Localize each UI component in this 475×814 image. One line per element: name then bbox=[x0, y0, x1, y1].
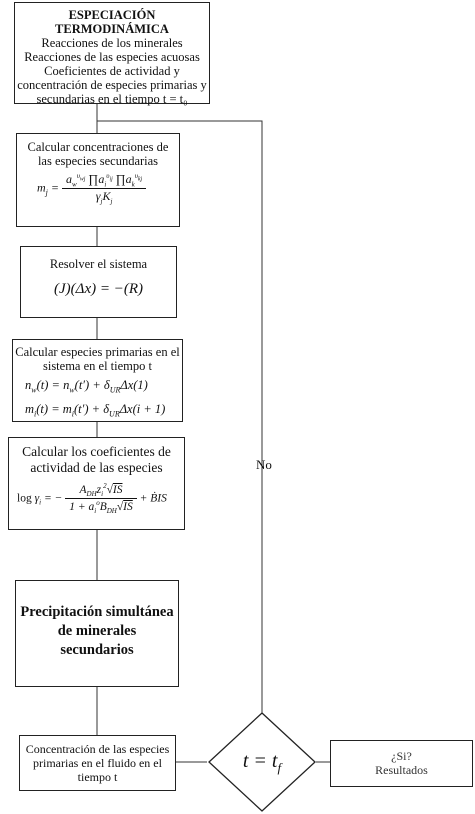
solve-system-box bbox=[20, 246, 177, 318]
primary-species-box bbox=[12, 339, 183, 422]
box-line: Reacciones de los minerales bbox=[41, 36, 183, 50]
box-line: Resolver el sistema bbox=[49, 257, 148, 271]
box-line: de minerales bbox=[57, 623, 137, 639]
box-line: secundarios bbox=[60, 642, 134, 658]
box-line: sistema en el tiempo t bbox=[42, 359, 152, 373]
box-line: Calcular concentraciones de bbox=[27, 140, 169, 154]
box-line: ¿Si? bbox=[391, 749, 412, 763]
results-box bbox=[330, 740, 473, 787]
box-line: Reacciones de las especies acuosas bbox=[24, 50, 200, 64]
activity-coefficients-box bbox=[8, 437, 185, 530]
secondary-concentrations-box bbox=[16, 133, 180, 227]
linear-system-equation: (J)(Δx) = −(R) bbox=[54, 281, 143, 297]
box-line: Coeficientes de actividad y bbox=[44, 64, 180, 78]
box-line: primarias en el fluido en el bbox=[33, 756, 162, 770]
speciation-start-box bbox=[14, 2, 210, 104]
box-line: las especies secundarias bbox=[37, 154, 159, 168]
precipitation-box bbox=[15, 580, 179, 687]
box-line: secundarias en el tiempo t = t₀ bbox=[36, 92, 188, 106]
box-line: concentración de especies primarias y bbox=[17, 78, 207, 92]
activity-coefficient-equation: $\log \gamma_i$ = − $\frac{A_{DH}z_i^2√IS}{1 + a_i^oB_{DH}√IS}$ + ḂIS bbox=[17, 482, 167, 516]
secondary-species-equation: $m_j$ = $\frac{a_w^{\upsilon_{wj}} \prod a_i^{\upsilon_{ij}} \prod a_k^{\upsilon_{kj}}}{\gamma_jK_j}$ bbox=[17, 172, 179, 206]
box-line: Calcular especies primarias en el bbox=[15, 345, 180, 359]
box-line: Precipitación simultánea bbox=[20, 604, 174, 620]
box-line: Resultados bbox=[375, 763, 428, 777]
box-title: ESPECIACIÓN TERMODINÁMICA bbox=[55, 8, 169, 36]
primary-species-equations: $n_w(t) = n_w(t') + \delta_{UR}\Delta x(1)$ $m_i(t) = m_i(t') + \delta_{UR}\Delta x(i + 1)$ bbox=[25, 378, 166, 418]
box-line: tiempo t bbox=[77, 770, 118, 784]
no-label: No bbox=[256, 457, 272, 472]
decision-label: $t = t_f$ bbox=[242, 750, 282, 775]
box-line: actividad de las especies bbox=[30, 460, 163, 475]
box-line: Concentración de las especies bbox=[25, 742, 170, 756]
box-line: Calcular los coeficientes de bbox=[22, 444, 171, 459]
primary-concentration-box bbox=[19, 735, 176, 791]
